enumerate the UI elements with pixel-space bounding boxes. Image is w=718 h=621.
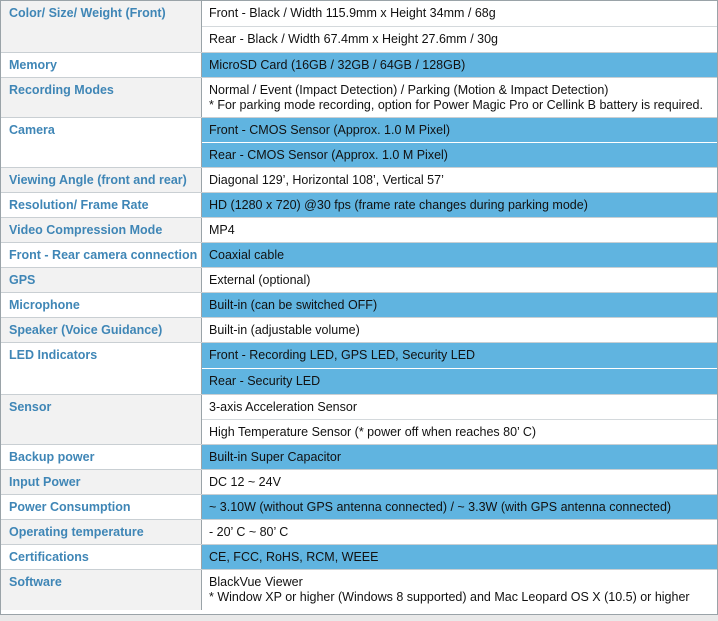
spec-row-power-consumption bbox=[1, 495, 717, 520]
spec-value: Built-in (can be switched OFF) bbox=[202, 293, 717, 317]
spec-label: Recording Modes bbox=[1, 78, 202, 117]
spec-row-led-indicators bbox=[1, 343, 717, 395]
spec-value-main: Normal / Event (Impact Detection) / Parking (Motion & Impact Detection) bbox=[209, 82, 609, 97]
spec-row-sensor bbox=[1, 395, 717, 445]
spec-values bbox=[202, 268, 717, 292]
spec-values bbox=[202, 445, 717, 469]
spec-row-camera-connection bbox=[1, 243, 717, 268]
spec-row-resolution bbox=[1, 193, 717, 218]
spec-label: Front - Rear camera connection bbox=[1, 243, 202, 267]
spec-label: Color/ Size/ Weight (Front) bbox=[1, 1, 202, 52]
spec-value-note: * For parking mode recording, option for Power Magic Pro or Cellink B battery is required. bbox=[209, 97, 703, 112]
spec-values bbox=[202, 570, 717, 610]
spec-value: Rear - Security LED bbox=[202, 368, 717, 394]
spec-label: Certifications bbox=[1, 545, 202, 569]
spec-value: ~ 3.10W (without GPS antenna connected) / ~ 3.3W (with GPS antenna connected) bbox=[202, 495, 717, 519]
spec-values bbox=[202, 243, 717, 267]
spec-row-certifications bbox=[1, 545, 717, 570]
spec-value: Front - Black / Width 115.9mm x Height 34mm / 68g bbox=[202, 1, 717, 26]
spec-row-speaker bbox=[1, 318, 717, 343]
spec-values bbox=[202, 53, 717, 77]
spec-values bbox=[202, 218, 717, 242]
spec-row-viewing-angle bbox=[1, 168, 717, 193]
spec-label: Memory bbox=[1, 53, 202, 77]
spec-values bbox=[202, 118, 717, 167]
spec-value: MicroSD Card (16GB / 32GB / 64GB / 128GB) bbox=[202, 53, 717, 77]
bottom-margin bbox=[0, 615, 718, 621]
spec-label: Operating temperature bbox=[1, 520, 202, 544]
spec-values bbox=[202, 343, 717, 394]
spec-value: CE, FCC, RoHS, RCM, WEEE bbox=[202, 545, 717, 569]
spec-values bbox=[202, 470, 717, 494]
spec-value: Front - Recording LED, GPS LED, Security LED bbox=[202, 343, 717, 368]
spec-row-video-compression bbox=[1, 218, 717, 243]
spec-values bbox=[202, 78, 717, 117]
spec-label: Input Power bbox=[1, 470, 202, 494]
spec-label: Power Consumption bbox=[1, 495, 202, 519]
spec-label: Sensor bbox=[1, 395, 202, 444]
spec-row-memory bbox=[1, 53, 717, 78]
spec-label: GPS bbox=[1, 268, 202, 292]
spec-value: MP4 bbox=[202, 218, 717, 242]
spec-row-input-power bbox=[1, 470, 717, 495]
spec-row-recording-modes bbox=[1, 78, 717, 118]
spec-values bbox=[202, 545, 717, 569]
spec-values bbox=[202, 293, 717, 317]
spec-row-operating-temperature bbox=[1, 520, 717, 545]
spec-row-gps bbox=[1, 268, 717, 293]
spec-row-backup-power bbox=[1, 445, 717, 470]
spec-values bbox=[202, 520, 717, 544]
spec-row-color-size-weight bbox=[1, 1, 717, 53]
spec-row-software bbox=[1, 570, 717, 610]
spec-value bbox=[202, 570, 717, 610]
spec-value-main: BlackVue Viewer bbox=[209, 575, 303, 589]
spec-label: Microphone bbox=[1, 293, 202, 317]
spec-label: Speaker (Voice Guidance) bbox=[1, 318, 202, 342]
spec-value: High Temperature Sensor (* power off when reaches 80’ C) bbox=[202, 419, 717, 444]
spec-value: Rear - CMOS Sensor (Approx. 1.0 M Pixel) bbox=[202, 142, 717, 167]
spec-row-camera bbox=[1, 118, 717, 168]
spec-value: DC 12 ~ 24V bbox=[202, 470, 717, 494]
spec-value: HD (1280 x 720) @30 fps (frame rate changes during parking mode) bbox=[202, 193, 717, 217]
spec-row-microphone bbox=[1, 293, 717, 318]
spec-value: Rear - Black / Width 67.4mm x Height 27.6mm / 30g bbox=[202, 26, 717, 52]
spec-values bbox=[202, 168, 717, 192]
spec-value: Coaxial cable bbox=[202, 243, 717, 267]
spec-label: LED Indicators bbox=[1, 343, 202, 394]
spec-value: Built-in (adjustable volume) bbox=[202, 318, 717, 342]
spec-values bbox=[202, 193, 717, 217]
spec-value: - 20’ C ~ 80’ C bbox=[202, 520, 717, 544]
spec-value: Built-in Super Capacitor bbox=[202, 445, 717, 469]
spec-values bbox=[202, 318, 717, 342]
spec-label: Resolution/ Frame Rate bbox=[1, 193, 202, 217]
spec-values bbox=[202, 495, 717, 519]
spec-label: Camera bbox=[1, 118, 202, 167]
spec-value bbox=[202, 78, 717, 117]
spec-label: Video Compression Mode bbox=[1, 218, 202, 242]
spec-value-note: * Window XP or higher (Windows 8 supported) and Mac Leopard OS X (10.5) or higher bbox=[209, 590, 690, 604]
spec-values bbox=[202, 395, 717, 444]
spec-value: Front - CMOS Sensor (Approx. 1.0 M Pixel) bbox=[202, 118, 717, 142]
spec-label: Backup power bbox=[1, 445, 202, 469]
spec-value: 3-axis Acceleration Sensor bbox=[202, 395, 717, 419]
spec-value: Diagonal 129’, Horizontal 108’, Vertical 57’ bbox=[202, 168, 717, 192]
spec-label: Viewing Angle (front and rear) bbox=[1, 168, 202, 192]
spec-label: Software bbox=[1, 570, 202, 610]
spec-values bbox=[202, 1, 717, 52]
spec-value: External (optional) bbox=[202, 268, 717, 292]
